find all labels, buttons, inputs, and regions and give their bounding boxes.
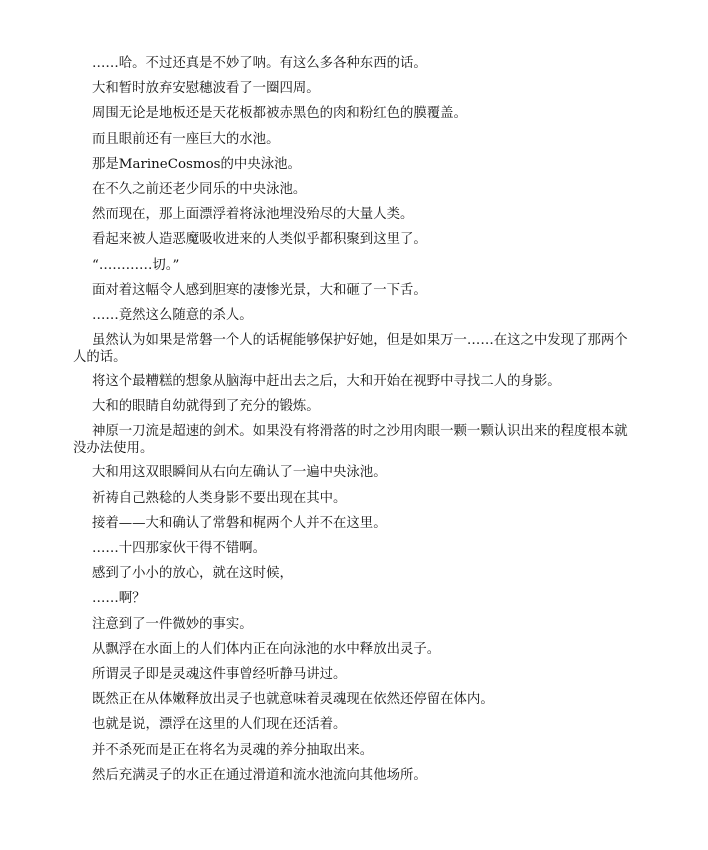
paragraph: 虽然认为如果是常磐一个人的话梶能够保护好她，但是如果万一……在这之中发现了那两个人的话。 bbox=[73, 333, 628, 366]
paragraph: 然而现在，那上面漂浮着将泳池埋没殆尽的大量人类。 bbox=[92, 207, 414, 223]
novel-text-page bbox=[73, 55, 635, 792]
paragraph: “…………切。” bbox=[92, 257, 180, 273]
paragraph: ……哈。不过还真是不妙了呐。有这么多各种东西的话。 bbox=[92, 56, 427, 71]
paragraph: 面对着这幅令人感到胆寒的凄惨光景，大和砸了一下舌。 bbox=[92, 282, 427, 298]
paragraph: 所谓灵子即是灵魂这件事曾经听静马讲过。 bbox=[92, 666, 347, 682]
paragraph: 然后充满灵子的水正在通过滑道和流水池流向其他场所。 bbox=[92, 767, 427, 783]
paragraph: 在不久之前还老少同乐的中央泳池。 bbox=[92, 181, 307, 197]
paragraph: 既然正在从体嫩释放出灵子也就意味着灵魂现在依然还停留在体内。 bbox=[92, 692, 494, 708]
paragraph: 周围无论是地板还是天花板都被赤黑色的肉和粉红色的膜覆盖。 bbox=[92, 106, 467, 122]
paragraph: 并不杀死而是正在将名为灵魂的养分抽取出来。 bbox=[92, 742, 374, 758]
paragraph: 看起来被人造恶魔吸收进来的人类似乎都积聚到这里了。 bbox=[92, 232, 427, 248]
paragraph: 大和用这双眼瞬间从右向左确认了一遍中央泳池。 bbox=[92, 465, 387, 481]
paragraph: ……啊？ bbox=[92, 591, 146, 607]
paragraph: ……十四那家伙干得不错啊。 bbox=[92, 541, 267, 556]
paragraph: 注意到了一件微妙的事实。 bbox=[92, 616, 253, 632]
paragraph: 而且眼前还有一座巨大的水池。 bbox=[92, 131, 280, 147]
paragraph: 祈祷自己熟稔的人类身影不要出现在其中。 bbox=[92, 490, 347, 506]
paragraph: 从飘浮在水面上的人们体内正在向泳池的水中释放出灵子。 bbox=[92, 641, 441, 657]
paragraph: 大和的眼睛自幼就得到了充分的锻炼。 bbox=[92, 399, 320, 415]
paragraph: 也就是说，漂浮在这里的人们现在还活着。 bbox=[92, 717, 347, 733]
paragraph: 大和暂时放弃安慰穗波看了一圈四周。 bbox=[92, 81, 320, 97]
paragraph: 感到了小小的放心，就在这时候， bbox=[92, 566, 293, 582]
paragraph: ……竟然这么随意的杀人。 bbox=[92, 307, 253, 323]
paragraph: 神原一刀流是超速的剑术。如果没有将滑落的时之沙用肉眼一颗一颗认识出来的程度根本就没办法使用。 bbox=[73, 424, 628, 457]
paragraph: 那是MarineCosmos的中央泳池。 bbox=[92, 156, 301, 172]
paragraph: 将这个最糟糕的想象从脑海中赶出去之后，大和开始在视野中寻找二人的身影。 bbox=[92, 374, 561, 390]
paragraph: 接着——大和确认了常磐和梶两个人并不在这里。 bbox=[92, 515, 387, 531]
